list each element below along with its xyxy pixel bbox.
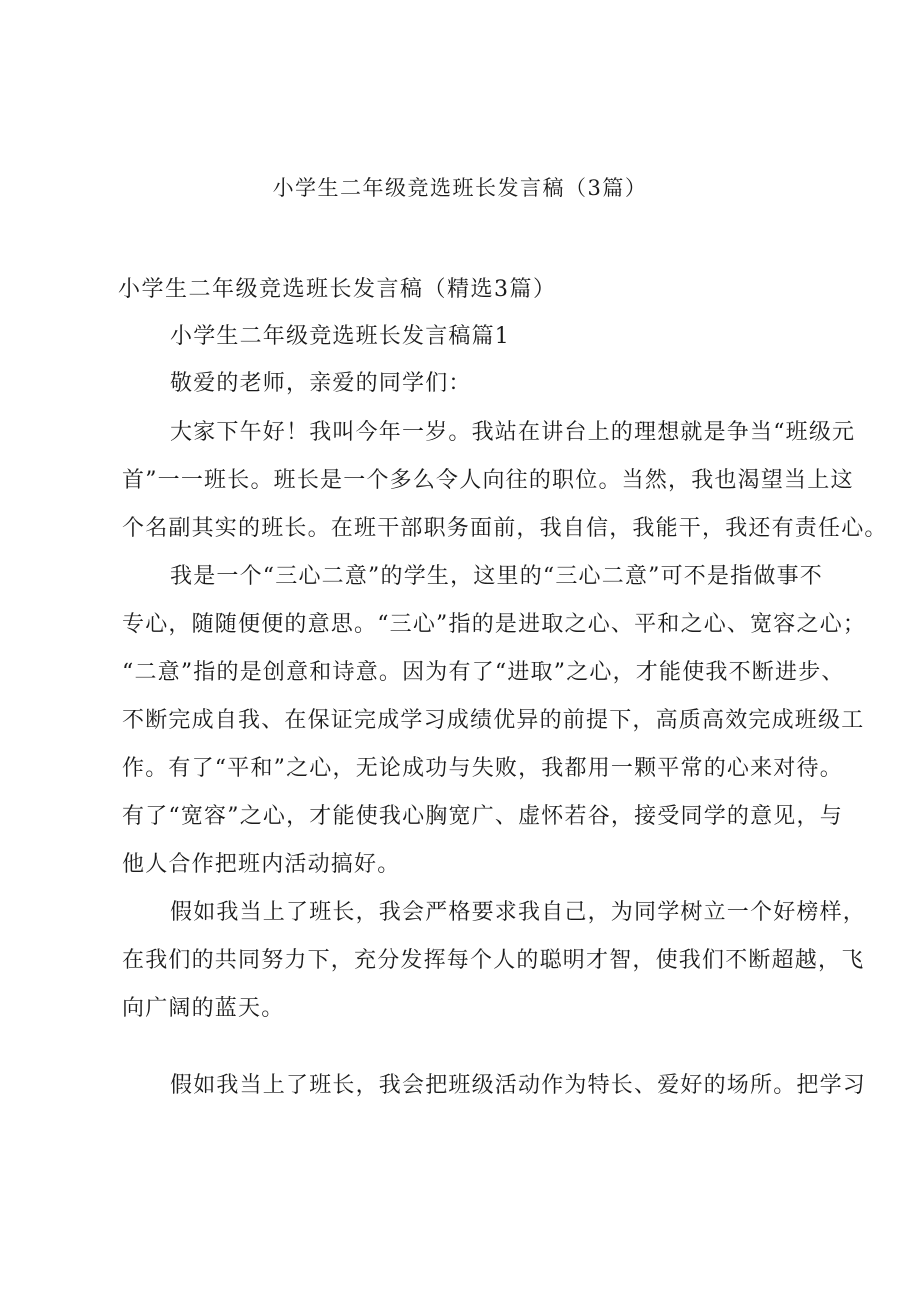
section-heading: 小学生二年级竞选班长发言稿篇1 [170, 324, 510, 349]
paragraph-line: “二意”指的是创意和诗意。因为有了“进取”之心，才能使我不断进步、 [122, 660, 845, 685]
paragraph-line: 我是一个“三心二意”的学生，这里的“三心二意”可不是指做事不 [170, 564, 823, 589]
greeting-line: 敬爱的老师，亲爱的同学们： [170, 371, 472, 396]
paragraph-line: 在我们的共同努力下，充分发挥每个人的聪明才智，使我们不断超越，飞 [122, 948, 865, 973]
paragraph-line: 假如我当上了班长，我会把班级活动作为特长、爱好的场所。把学习 [170, 1073, 867, 1098]
paragraph-line: 首”一一班长。班长是一个多么令人向往的职位。当然，我也渴望当上这 [122, 468, 854, 493]
paragraph-line: 有了“宽容”之心，才能使我心胸宽广、虚怀若谷，接受同学的意见，与 [122, 804, 843, 829]
paragraph-line: 个名副其实的班长。在班干部职务面前，我自信，我能干，我还有责任心。 [122, 516, 888, 541]
paragraph-line: 他人合作把班内活动搞好。 [122, 852, 401, 877]
paragraph-line: 不断完成自我、在保证完成学习成绩优异的前提下，高质高效完成班级工 [122, 708, 865, 733]
paragraph-line: 向广阔的蓝天。 [122, 996, 285, 1021]
document-title: 小学生二年级竞选班长发言稿（3篇） [272, 176, 648, 200]
paragraph-line: 假如我当上了班长，我会严格要求我自己，为同学树立一个好榜样， [170, 900, 867, 925]
paragraph-line: 专心，随随便便的意思。“三心”指的是进取之心、平和之心、宽容之心； [122, 612, 867, 637]
paragraph-line: 大家下午好！我叫今年一岁。我站在讲台上的理想就是争当“班级元 [170, 420, 856, 445]
document-subtitle: 小学生二年级竞选班长发言稿（精选3篇） [118, 277, 557, 302]
paragraph-line: 作。有了“平和”之心，无论成功与失败，我都用一颗平常的心来对待。 [122, 756, 843, 781]
